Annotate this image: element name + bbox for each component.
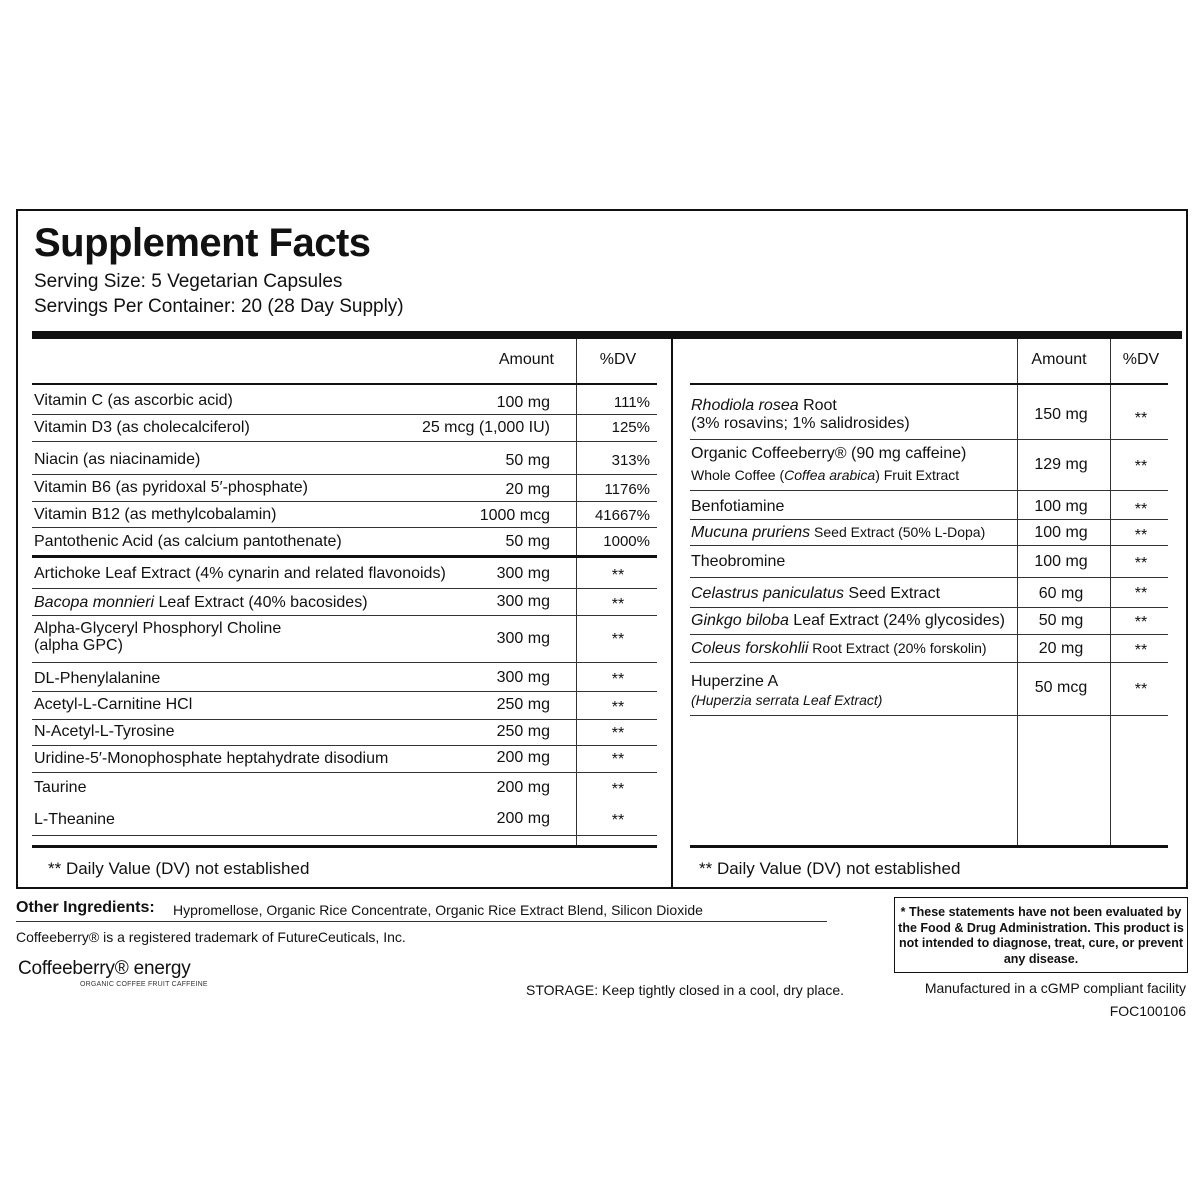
row-rule (32, 501, 657, 502)
supplement-facts-panel (16, 209, 1188, 889)
left-row-1-dv: 125% (611, 419, 650, 436)
row-rule (32, 772, 657, 773)
trademark-notice: Coffeeberry® is a registered trademark of FutureCeuticals, Inc. (16, 929, 406, 945)
right-row-8-dv: ** (1134, 681, 1148, 698)
left-row-4-amount: 1000 mcg (479, 507, 550, 524)
row-rule (32, 719, 657, 720)
left-row-10-dv: ** (611, 699, 625, 716)
left-row-5-name: Pantothenic Acid (as calcium pantothenate) (34, 533, 342, 550)
right-row-6-name (691, 612, 1005, 630)
right-row-7-name-italic: Coleus forskohlii (691, 640, 809, 657)
left-row-6-dv: ** (611, 567, 625, 584)
row-rule (690, 715, 1168, 716)
right-row-3-dv: ** (1134, 527, 1148, 544)
right-row-6-name-italic: Ginkgo biloba (691, 612, 789, 629)
storage-instructions: STORAGE: Keep tightly closed in a cool, dry place. (526, 982, 845, 998)
row-rule (32, 441, 657, 442)
right-row-2-name: Benfotiamine (691, 498, 785, 515)
right-row-0-dv: ** (1134, 410, 1148, 427)
product-code: FOC100106 (1109, 1003, 1186, 1019)
left-footnote: ** Daily Value (DV) not established (48, 859, 310, 878)
manufacturing-note: Manufactured in a cGMP compliant facility (924, 980, 1186, 996)
left-row-8-name2: (alpha GPC) (34, 637, 123, 654)
right-row-8-name2: (Huperzia serrata Leaf Extract) (691, 692, 883, 708)
right-row-8-amount: 50 mcg (1034, 679, 1088, 696)
right-row-1-amount: 129 mg (1034, 456, 1088, 473)
left-row-7-name (34, 594, 368, 612)
row-rule (32, 414, 657, 415)
row-rule (690, 439, 1168, 440)
row-rule (32, 615, 657, 616)
right-row-4-name: Theobromine (691, 553, 786, 570)
row-rule (32, 662, 657, 663)
right-row-5-name-rest: Seed Extract (843, 585, 941, 602)
left-row-9-name: DL-Phenylalanine (34, 670, 161, 687)
row-rule (690, 545, 1168, 546)
serving-size: Serving Size: 5 Vegetarian Capsules (34, 271, 343, 292)
row-rule (32, 474, 657, 475)
left-row-1-name: Vitamin D3 (as cholecalciferol) (34, 419, 250, 436)
left-row-8-dv: ** (611, 631, 625, 648)
row-rule (32, 691, 657, 692)
right-row-0-amount: 150 mg (1034, 406, 1088, 423)
row-rule (32, 835, 657, 836)
right-row-0-name (691, 397, 837, 415)
left-row-3-dv: 1176% (604, 481, 650, 498)
other-ingredients-rule (16, 921, 827, 922)
left-row-0-amount: 100 mg (496, 394, 550, 411)
row-rule (32, 745, 657, 746)
left-row-3-amount: 20 mg (505, 481, 550, 498)
right-row-0-name-italic: Rhodiola rosea (691, 397, 799, 414)
left-row-0-dv: 111% (613, 394, 650, 411)
right-row-3-name-rest: Seed Extract (50% L-Dopa) (810, 524, 986, 540)
right-row-4-amount: 100 mg (1034, 553, 1088, 570)
left-row-3-name: Vitamin B6 (as pyridoxal 5′-phosphate) (34, 479, 308, 496)
right-dv-header: %DV (1122, 351, 1160, 368)
row-rule (690, 577, 1168, 578)
right-row-5-name-italic: Celastrus paniculatus (691, 585, 844, 602)
right-row-5-amount: 60 mg (1038, 585, 1084, 602)
right-row-5-name (691, 585, 940, 603)
left-row-2-amount: 50 mg (505, 452, 550, 469)
left-row-5-dv: 1000% (603, 533, 650, 550)
left-dv-header: %DV (599, 351, 637, 368)
right-row-2-dv: ** (1134, 501, 1148, 518)
right-row-0-name2: (3% rosavins; 1% salidrosides) (691, 415, 910, 432)
left-row-8-name: Alpha-Glyceryl Phosphoryl Choline (34, 620, 282, 637)
left-row-2-dv: 313% (611, 452, 650, 469)
left-row-8-amount: 300 mg (496, 630, 550, 647)
left-row-9-amount: 300 mg (496, 669, 550, 686)
right-footnote: ** Daily Value (DV) not established (699, 859, 961, 878)
left-row-7-name-rest: Leaf Extract (40% bacosides) (154, 594, 368, 611)
servings-per-container: Servings Per Container: 20 (28 Day Supply) (34, 296, 404, 317)
left-row-10-name: Acetyl-L-Carnitine HCl (34, 696, 193, 713)
left-row-13-dv: ** (611, 781, 625, 798)
left-row-2-name: Niacin (as niacinamide) (34, 451, 201, 468)
left-row-14-amount: 200 mg (496, 810, 550, 827)
other-ingredients-label: Other Ingredients: (16, 899, 155, 916)
left-section-rule (32, 555, 657, 558)
right-row-1-name2 (691, 467, 959, 483)
left-row-1-amount: 25 mcg (1,000 IU) (421, 419, 550, 436)
left-row-0-name: Vitamin C (as ascorbic acid) (34, 392, 233, 409)
right-row-7-amount: 20 mg (1038, 640, 1084, 657)
right-amount-header: Amount (1031, 351, 1087, 368)
right-row-1-dv: ** (1134, 458, 1148, 475)
left-row-11-dv: ** (611, 725, 625, 742)
right-row-2-amount: 100 mg (1034, 498, 1088, 515)
left-row-14-name: L-Theanine (34, 811, 115, 828)
right-row-3-amount: 100 mg (1034, 524, 1088, 541)
left-row-9-dv: ** (611, 671, 625, 688)
right-row-0-name-rest: Root (798, 397, 837, 414)
left-row-13-amount: 200 mg (496, 779, 550, 796)
left-row-4-dv: 41667% (594, 507, 650, 524)
right-row-1-name: Organic Coffeeberry® (90 mg caffeine) (691, 445, 967, 462)
panel-title: Supplement Facts (34, 221, 371, 265)
logo-tagline: ORGANIC COFFEE FRUIT CAFFEINE (80, 981, 208, 988)
row-rule (690, 607, 1168, 608)
row-rule (690, 634, 1168, 635)
left-row-12-dv: ** (611, 751, 625, 768)
right-bottom-rule (690, 845, 1168, 848)
heading-rule (32, 331, 1182, 339)
right-row-1-name2-b: ) Fruit Extract (875, 467, 960, 483)
left-row-7-name-italic: Bacopa monnieri (34, 594, 155, 611)
fda-disclaimer: * These statements have not been evaluated by the Food & Drug Administration. This product is not intended to diagnose, treat, cure, or prevent any disease. (894, 897, 1188, 973)
coffeeberry-energy-logo: Coffeeberry® energy (18, 958, 191, 979)
left-row-4-name: Vitamin B12 (as methylcobalamin) (34, 506, 277, 523)
right-row-6-amount: 50 mg (1038, 612, 1084, 629)
row-rule (690, 662, 1168, 663)
right-row-7-dv: ** (1134, 642, 1148, 659)
column-divider (671, 339, 673, 889)
right-row-4-dv: ** (1134, 555, 1148, 572)
left-row-10-amount: 250 mg (496, 696, 550, 713)
right-row-5-dv: ** (1134, 585, 1148, 602)
left-row-11-name: N-Acetyl-L-Tyrosine (34, 723, 175, 740)
left-row-6-name: Artichoke Leaf Extract (4% cynarin and related flavonoids) (34, 565, 446, 582)
left-row-5-amount: 50 mg (505, 533, 550, 550)
right-row-1-name2-italic: Coffea arabica (784, 467, 876, 483)
right-row-6-dv: ** (1134, 614, 1148, 631)
right-row-6-name-rest: Leaf Extract (24% glycosides) (788, 612, 1005, 629)
left-row-13-name: Taurine (34, 779, 87, 796)
row-rule (32, 588, 657, 589)
left-row-14-dv: ** (611, 812, 625, 829)
row-rule (690, 519, 1168, 520)
right-row-3-name (691, 524, 985, 542)
left-row-6-amount: 300 mg (496, 565, 550, 582)
right-row-7-name-rest: Root Extract (20% forskolin) (808, 640, 987, 656)
row-rule (32, 527, 657, 528)
left-amount-header: Amount (498, 351, 554, 368)
other-ingredients-text: Hypromellose, Organic Rice Concentrate, Organic Rice Extract Blend, Silicon Dioxide (173, 902, 703, 918)
row-rule (690, 490, 1168, 491)
left-bottom-rule (32, 845, 657, 848)
left-row-12-name: Uridine-5′-Monophosphate heptahydrate disodium (34, 750, 389, 767)
right-row-7-name (691, 640, 987, 658)
left-row-11-amount: 250 mg (496, 723, 550, 740)
right-row-8-name: Huperzine A (691, 673, 779, 690)
right-row-3-name-italic: Mucuna pruriens (691, 524, 811, 541)
left-row-7-dv: ** (611, 596, 625, 613)
left-row-7-amount: 300 mg (496, 593, 550, 610)
left-header-rule (32, 383, 657, 385)
right-row-1-name2-a: Whole Coffee ( (691, 467, 785, 483)
left-row-12-amount: 200 mg (496, 749, 550, 766)
right-header-rule (690, 383, 1168, 385)
